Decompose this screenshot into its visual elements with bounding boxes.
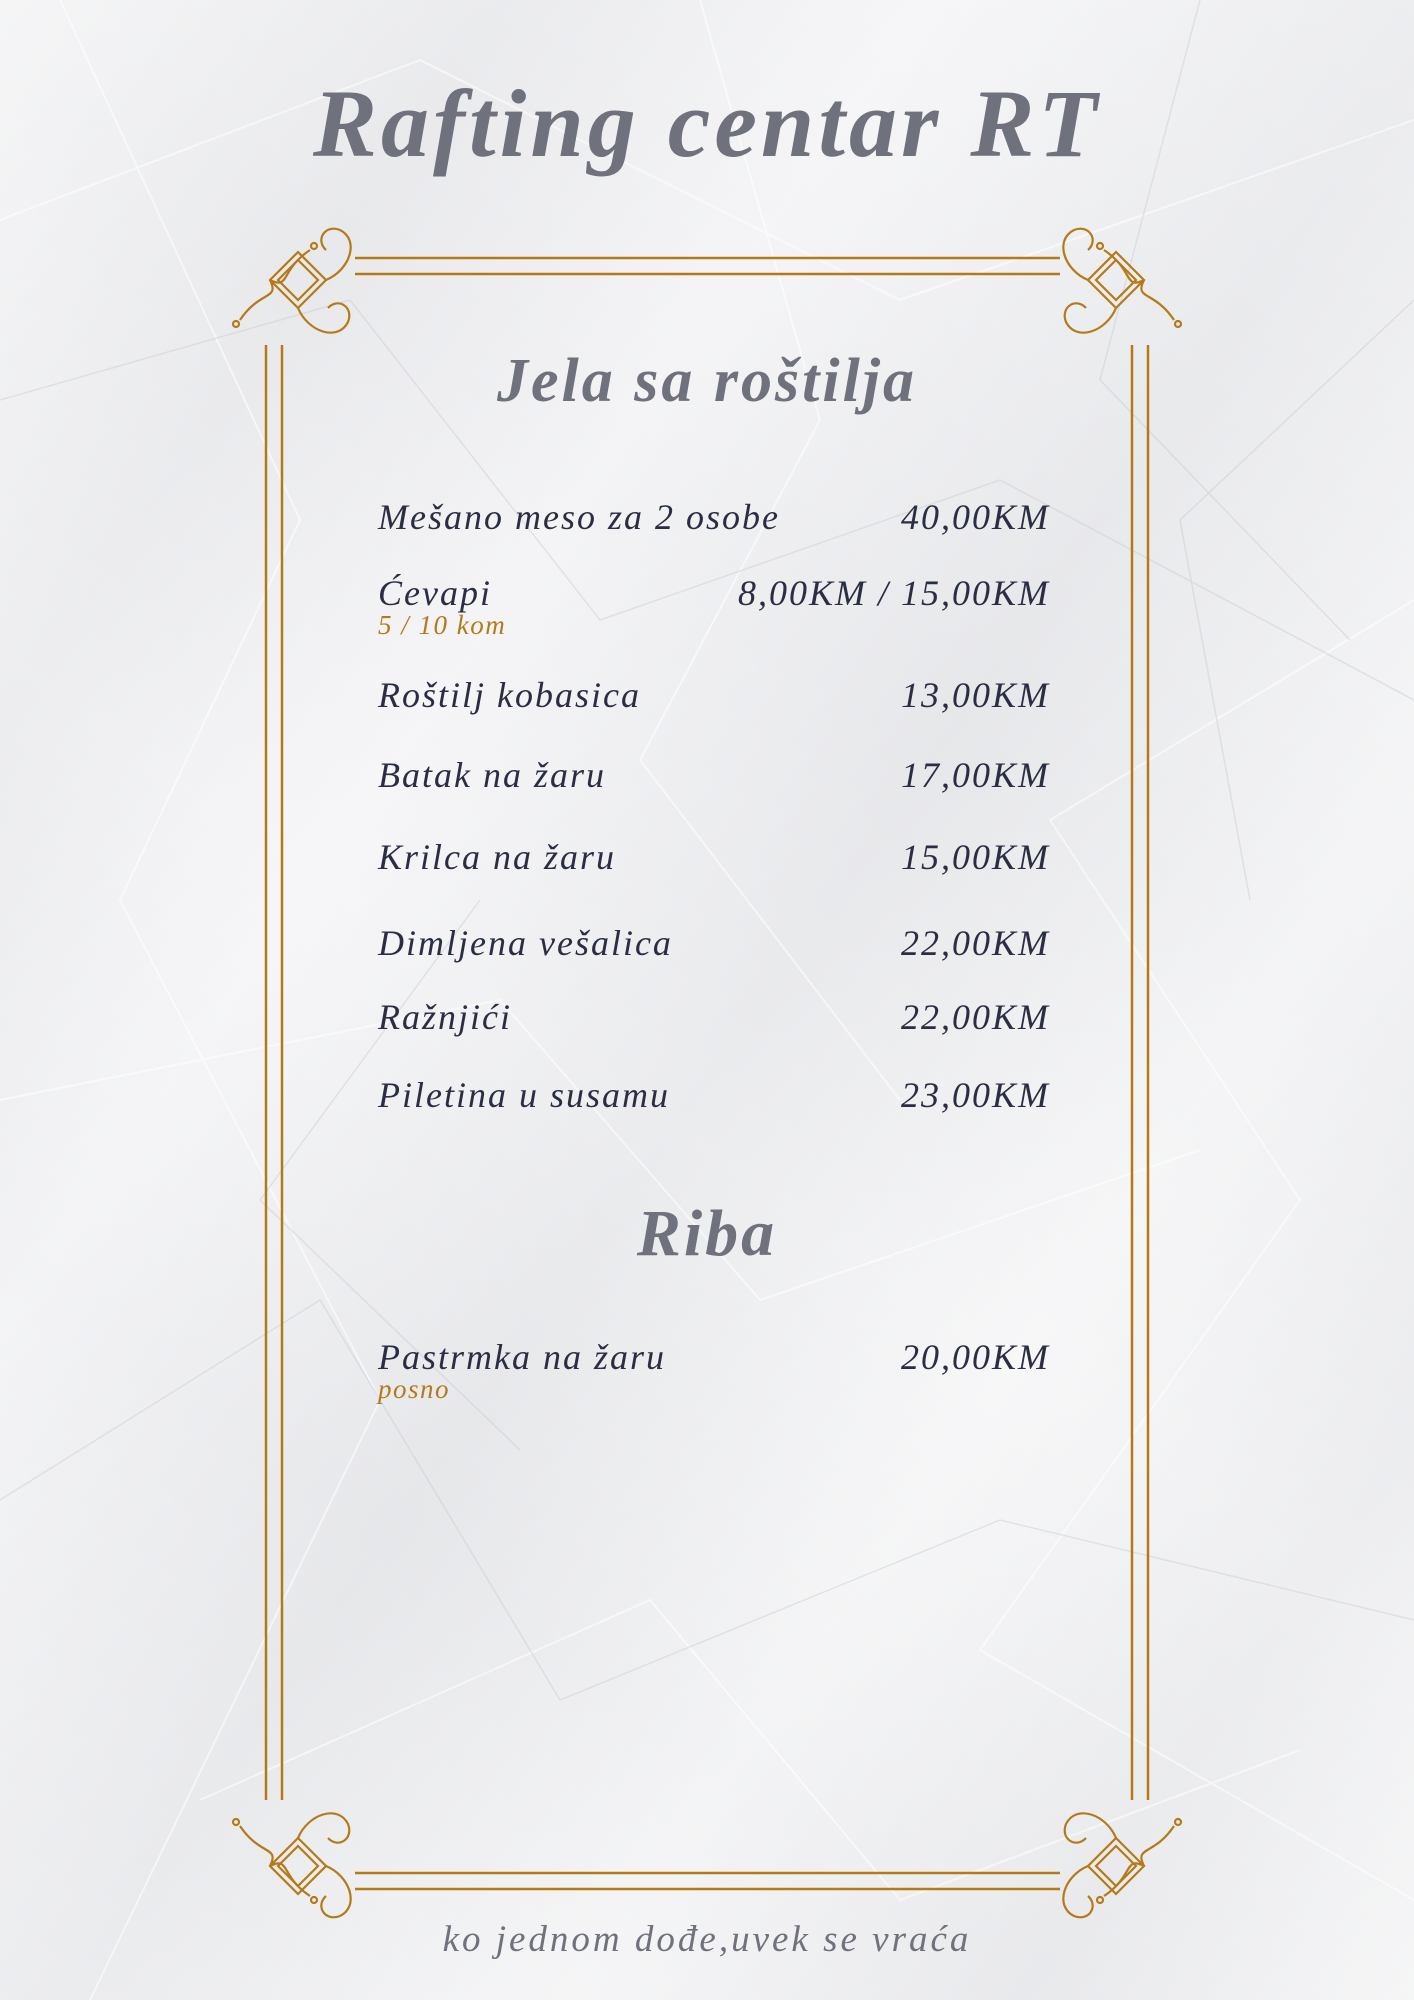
item-name: Dimljena vešalica [378, 923, 673, 963]
item-price: 8,00KM / 15,00KM [737, 573, 1050, 613]
item-note: 5 / 10 kom [378, 610, 507, 640]
item-price: 22,00KM [901, 923, 1050, 963]
item-name: Piletina u susamu [378, 1075, 670, 1115]
page-title: Rafting centar RT [312, 70, 1102, 177]
item-price: 23,00KM [901, 1075, 1050, 1115]
item-price: 17,00KM [901, 755, 1050, 795]
item-name: Ćevapi [378, 573, 492, 613]
section-title-grill: Jela sa roštilja [496, 347, 918, 415]
item-price: 15,00KM [901, 837, 1050, 877]
item-name: Krilca na žaru [378, 837, 617, 877]
item-name: Roštilj kobasica [378, 675, 641, 715]
item-name: Ražnjići [378, 997, 512, 1037]
item-name: Pastrmka na žaru [378, 1337, 667, 1377]
item-price: 13,00KM [901, 675, 1050, 715]
item-name: Mešano meso za 2 osobe [378, 497, 780, 537]
item-name: Batak na žaru [378, 755, 606, 795]
item-note: posno [378, 1374, 451, 1404]
item-price: 40,00KM [901, 497, 1050, 537]
item-price: 20,00KM [901, 1337, 1050, 1377]
footer-tagline: ko jednom dođe,uvek se vraća [442, 1919, 972, 1960]
item-price: 22,00KM [901, 997, 1050, 1037]
section-title-fish: Riba [636, 1197, 778, 1270]
